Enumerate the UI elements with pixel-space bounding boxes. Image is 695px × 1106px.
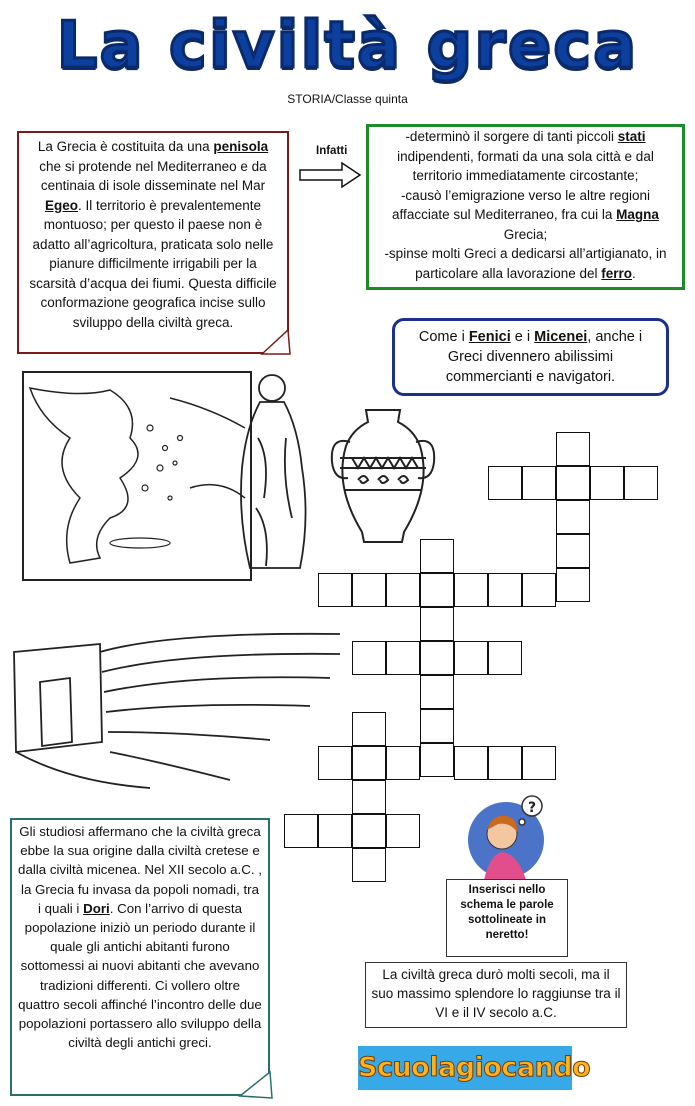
page-curl-decoration [262,330,292,356]
crossword-cell[interactable] [318,814,352,848]
text-segment: e i [510,329,535,345]
text-segment: . Con l’arrivo di questa popolazione iniziò un periodo durante il quale gli antichi abitanti furono sottomessi ai nuovi abitanti che avevano tradizioni differenti. Ci vollero oltre quattro secoli affinché l’incontro delle due popolazioni portassero allo sviluppo della civiltà degli antichi greci. [18,900,262,1051]
crossword-cell[interactable] [556,500,590,534]
crossword-cell[interactable] [522,746,556,780]
crossword-cell[interactable] [454,641,488,675]
crossword-cell[interactable] [386,746,420,780]
text-segment: La Grecia è costituita da una [37,139,214,154]
text-segment: -determinò il sorgere di tanti piccoli [405,129,618,144]
golden-age-text-box: La civiltà greca durò molti secoli, ma il suo massimo splendore lo raggiunse tra il VI e il IV secolo a.C. [365,962,627,1028]
crossword-cell[interactable] [318,573,352,607]
text-segment: Come i [418,329,469,345]
crossword-cell[interactable] [352,814,386,848]
greek-theatre-illustration [10,622,330,792]
crossword-cell[interactable] [624,466,658,500]
greece-map-illustration [20,368,310,588]
text-segment: . Il territorio è prevalentemente montuoso; per questo il paese non è adatto all’agricoltura, praticata solo nelle pianure difficilmente irrigabili per la scarsità d’acqua dei fiumi. Questa difficile conformazione geografica incise sullo sviluppo della civiltà greca. [29,197,277,330]
keyword-underlined: ferro [601,265,633,281]
crossword-cell[interactable] [386,814,420,848]
text-segment: Grecia; [503,226,548,242]
keyword-underlined: Magna [616,207,659,222]
crossword-cell[interactable] [522,573,556,607]
keyword-underlined: stati [617,129,646,144]
crossword-cell[interactable] [420,709,454,743]
text-segment: . [632,265,636,281]
crossword-cell[interactable] [420,641,454,675]
crossword-cell[interactable] [420,607,454,641]
crossword-cell[interactable] [352,848,386,882]
crossword-cell[interactable] [352,780,386,814]
crossword-cell[interactable] [454,746,488,780]
crossword-cell[interactable] [556,568,590,602]
arrow-right-icon [298,161,364,191]
keyword-underlined: Fenici [468,329,511,345]
crossword-cell[interactable] [420,539,454,573]
crossword-cell[interactable] [556,432,590,466]
crossword-cell[interactable] [386,573,420,607]
page-title: La civiltà greca [56,9,639,83]
geography-text-box [17,131,289,354]
trade-text-box [392,318,669,396]
crossword-cell[interactable] [352,712,386,746]
text-segment: Gli studiosi affermano che la civiltà greca ebbe la sua origine dalla civiltà cretese e dalla civiltà micenea. Nel XII secolo a.C. , la Grecia fu invasa da popoli nomadi, tra i quali i [18,824,262,916]
crossword-cell[interactable] [284,814,318,848]
crossword-cell[interactable] [522,466,556,500]
keyword-underlined: Dori [83,900,110,916]
crossword-cell[interactable] [420,675,454,709]
crossword-cell[interactable] [590,466,624,500]
crossword-cell[interactable] [454,573,488,607]
page-curl-decoration [240,1072,274,1100]
crossword-instruction: Inserisci nello schema le parole sottolineate in neretto! [446,879,568,957]
crossword-cell[interactable] [352,573,386,607]
crossword-cell[interactable] [352,746,386,780]
crossword-cell[interactable] [420,573,454,607]
crossword-cell[interactable] [488,573,522,607]
thinking-child-illustration [460,790,560,880]
text-segment: , anche i Greci divennero abilissimi commercianti e navigatori. [445,329,643,385]
svg-text:?: ? [528,800,537,816]
page-subtitle: STORIA/Classe quinta [287,92,408,106]
text-segment: indipendenti, formati da una sola città e dal territorio immediatamente circostante; [397,148,654,183]
keyword-underlined: penisola [213,139,269,154]
scuolagiocando-logo: Scuolagiocando [358,1046,572,1090]
origins-text-box [10,818,270,1096]
crossword-cell[interactable] [420,743,454,777]
crossword-cell[interactable] [318,746,352,780]
amphora-illustration [328,406,438,546]
crossword-cell[interactable] [488,466,522,500]
crossword-cell[interactable] [488,746,522,780]
crossword-cell[interactable] [352,641,386,675]
crossword-cell[interactable] [488,641,522,675]
crossword-cell[interactable] [386,641,420,675]
text-segment: che si protende nel Mediterraneo e da centinaia di isole disseminate nel Mar [39,158,267,193]
crossword-cell[interactable] [556,466,590,500]
consequences-text-box [366,124,685,290]
text-segment: -causò l’emigrazione verso le altre regioni affacciate sul Mediterraneo, fra cui la [392,187,651,222]
connector-label: Infatti [316,145,348,157]
keyword-underlined: Micenei [534,329,588,345]
text-segment: -spinse molti Greci a dedicarsi all’artigianato, in particolare alla lavorazione del [384,246,667,281]
crossword-cell[interactable] [556,534,590,568]
keyword-underlined: Egeo [44,197,78,213]
